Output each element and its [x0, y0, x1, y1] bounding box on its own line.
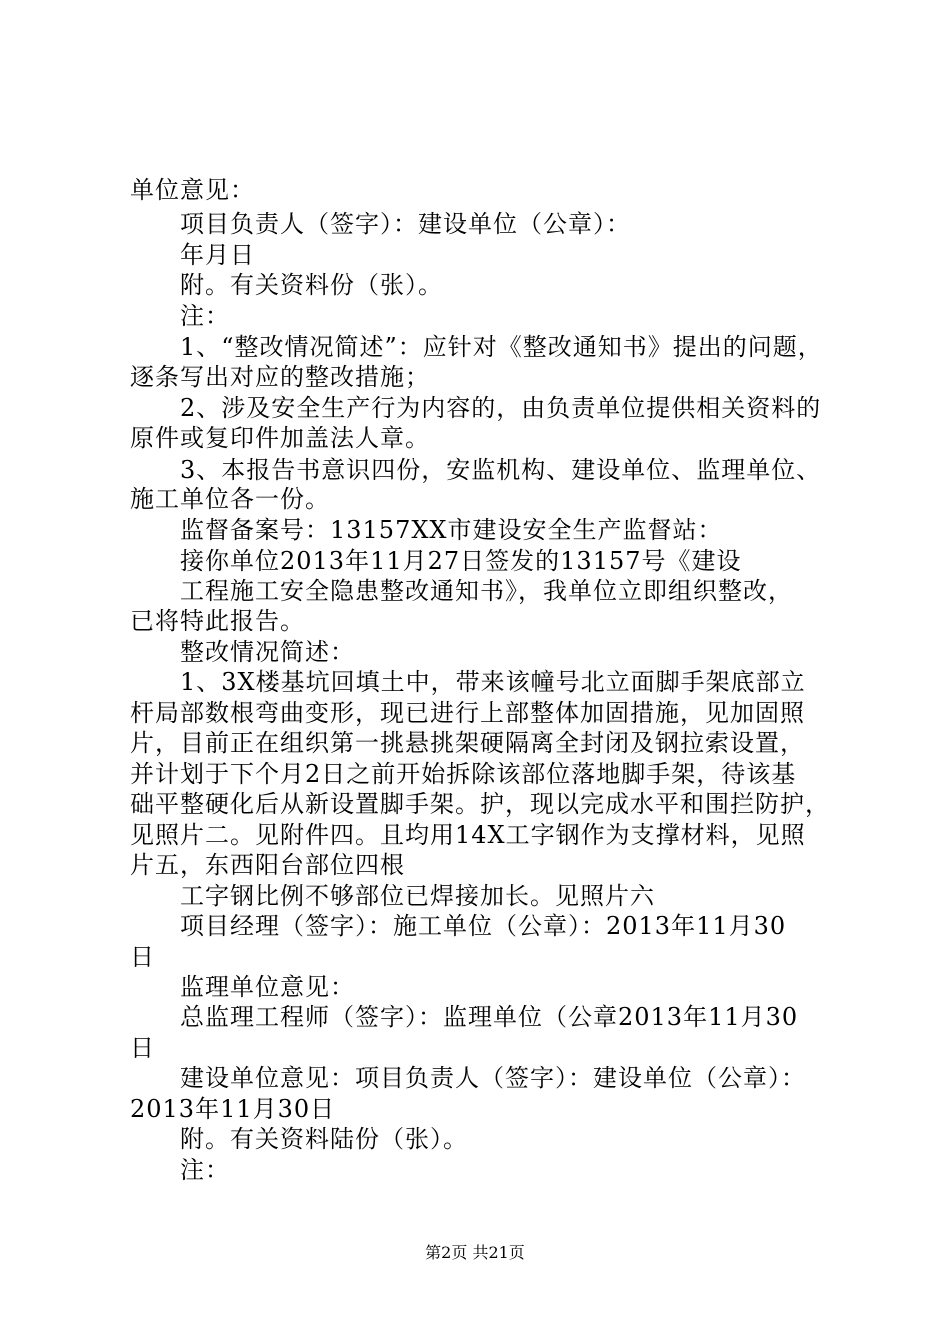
text-line: 接你单位2013年11月27日签发的13157号《建设 — [180, 547, 742, 575]
text-line: 础平整硬化后从新设置脚手架。护，现以完成水平和围拦防护， — [130, 790, 830, 818]
text-line: 并计划于下个月2日之前开始拆除该部位落地脚手架，待该基 — [130, 760, 797, 788]
text-line: 原件或复印件加盖法人章。 — [130, 424, 430, 452]
text-line: 项目经理（签字）：施工单位（公章）：2013年11月30 — [180, 912, 787, 940]
text-line: 3、本报告书意识四份，安监机构、建设单位、监理单位、 — [180, 456, 822, 484]
text-line: 见照片二。见附件四。且均用14X工字钢作为支撑材料，见照 — [130, 821, 806, 849]
text-line: 整改情况简述： — [180, 638, 355, 666]
text-line: 监理单位意见： — [180, 973, 355, 1001]
text-line: 年月日 — [180, 241, 255, 269]
text-line: 2013年11月30日 — [130, 1095, 336, 1123]
text-line: 注： — [180, 1156, 230, 1184]
text-line: 附。有关资料陆份（张）。 — [180, 1125, 468, 1153]
text-line: 杆局部数根弯曲变形，现已进行上部整体加固措施，见加固照 — [130, 699, 805, 727]
text-line: 工程施工安全隐患整改通知书》，我单位立即组织整改， — [180, 577, 793, 605]
text-line: 1、3X楼基坑回填土中，带来该幢号北立面脚手架底部立 — [180, 668, 806, 696]
text-line: 逐条写出对应的整改措施； — [130, 363, 430, 391]
text-line: 总监理工程师（签字）：监理单位（公章2013年11月30 — [180, 1003, 799, 1031]
text-line: 单位意见： — [130, 176, 255, 204]
text-line: 片五，东西阳台部位四根 — [130, 851, 405, 879]
text-line: 监督备案号：13157XX市建设安全生产监督站： — [180, 516, 723, 544]
text-line: 日 — [130, 1034, 155, 1062]
text-line: 工字钢比例不够部位已焊接加长。见照片六 — [180, 882, 655, 910]
text-line: 已将特此报告。 — [130, 607, 305, 635]
text-line: 施工单位各一份。 — [130, 485, 330, 513]
text-line: 建设单位意见：项目负责人（签字）：建设单位（公章）： — [180, 1064, 806, 1092]
text-line: 注： — [180, 302, 230, 330]
text-line: 片，目前正在组织第一挑悬挑架硬隔离全封闭及钢拉索设置， — [130, 729, 805, 757]
text-line: 项目负责人（签字）：建设单位（公章）： — [180, 210, 631, 238]
text-line: 2、涉及安全生产行为内容的，由负责单位提供相关资料的 — [180, 394, 822, 422]
text-line: 1、“整改情况简述”：应针对《整改通知书》提出的问题， — [180, 333, 823, 361]
page-number: 第2页 共21页 — [425, 1243, 525, 1262]
text-line: 日 — [130, 943, 155, 971]
text-line: 附。有关资料份（张）。 — [180, 271, 443, 299]
